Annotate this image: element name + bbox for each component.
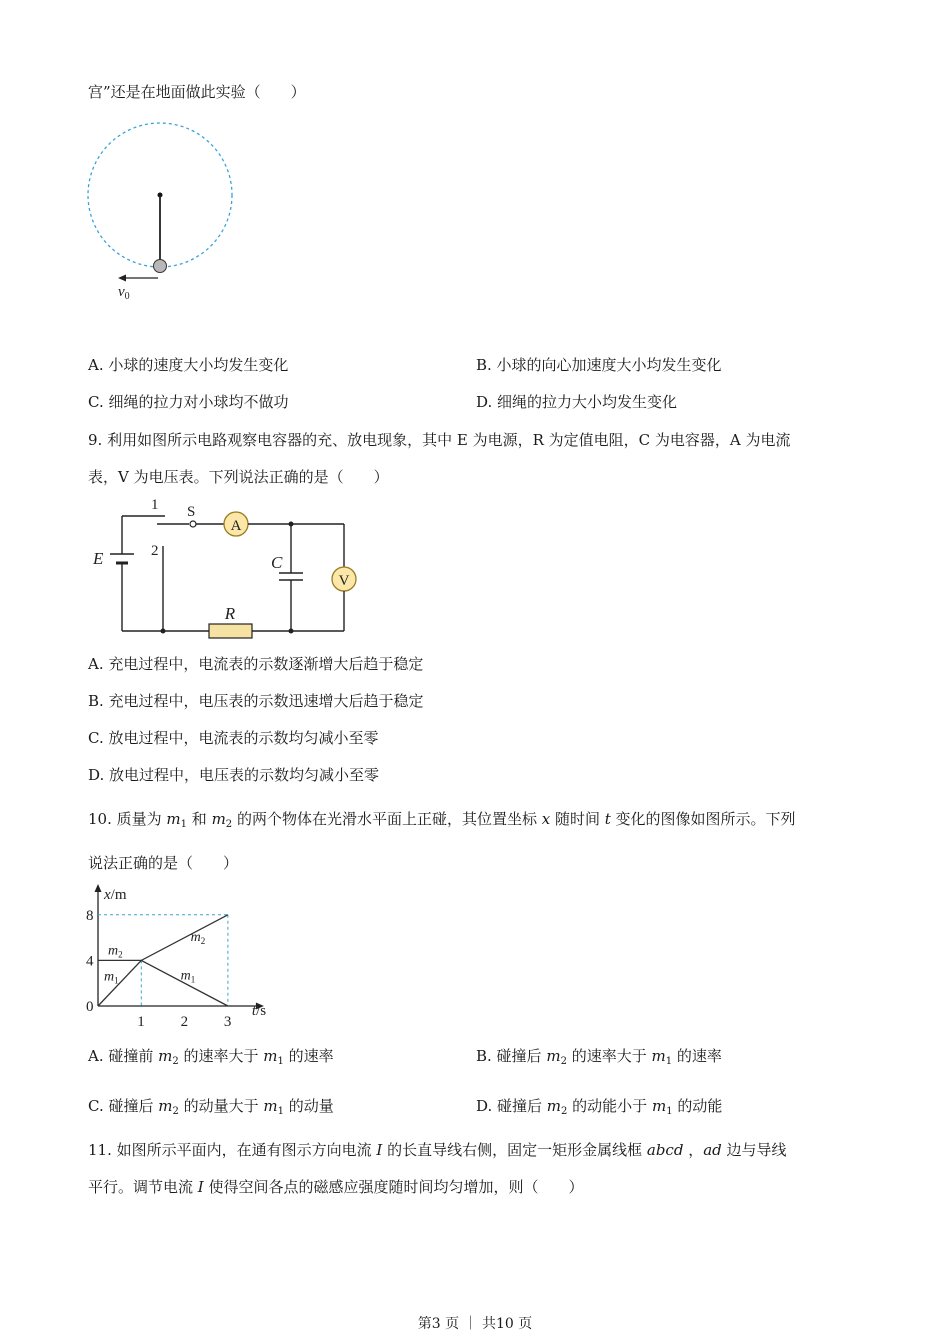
q9-option-a: A. 充电过程中，电流表的示数逐渐增大后趋于稳定 bbox=[88, 655, 424, 673]
q10-stem-line1: 10. 质量为 $m_1$ 和 $m_2$ 的两个物体在光滑水平面上正碰，其位置坐标 x 随时间 t 变化的图像如图所示。下列 bbox=[88, 810, 796, 830]
resistor bbox=[209, 624, 252, 638]
label-E: E bbox=[93, 549, 104, 568]
x-tick-0: 0 bbox=[86, 999, 94, 1015]
series-label-m1-after: $m_1$ bbox=[180, 968, 196, 985]
label-S: S bbox=[187, 504, 196, 520]
label-R: R bbox=[224, 604, 236, 623]
q8-option-b: B. 小球的向心加速度大小均发生变化 bbox=[476, 356, 722, 374]
switch-pivot bbox=[190, 521, 196, 527]
q11-stem-line1: 11. 如图所示平面内，在通有图示方向电流 I 的长直导线右侧，固定一矩形金属线框 abcd ，ad 边与导线 bbox=[88, 1141, 787, 1159]
v0-label: $v_0$ bbox=[118, 284, 130, 302]
q10-option-c: C. 碰撞后 $m_2$ 的动量大于 $m_1$ 的动量 bbox=[88, 1097, 334, 1117]
label-A: A bbox=[230, 518, 242, 534]
y-axis-label: x/m bbox=[104, 887, 127, 903]
label-V: V bbox=[338, 573, 350, 589]
y-axis-arrow bbox=[95, 884, 102, 892]
x-tick-1: 1 bbox=[137, 1014, 145, 1030]
q10-option-d: D. 碰撞后 $m_2$ 的动能小于 $m_1$ 的动能 bbox=[476, 1097, 723, 1117]
q9-circuit-figure bbox=[85, 492, 370, 642]
y-tick-4: 4 bbox=[86, 953, 94, 970]
q9-option-b: B. 充电过程中，电压表的示数迅速增大后趋于稳定 bbox=[88, 692, 424, 710]
q9-stem-line1: 9. 利用如图所示电路观察电容器的充、放电现象，其中 E 为电源，R 为定值电阻，C 为电容器，A 为电流 bbox=[88, 431, 791, 449]
q8-pendulum-figure bbox=[80, 115, 250, 305]
q11-stem-line2: 平行。调节电流 I 使得空间各点的磁感应强度随时间均匀增加，则（ ） bbox=[88, 1178, 584, 1196]
q9-stem-line2: 表，V 为电压表。下列说法正确的是（ ） bbox=[88, 468, 389, 486]
page-footer: 第3 页 ｜ 共10 页 bbox=[417, 1316, 533, 1332]
x-tick-3: 3 bbox=[223, 1014, 232, 1030]
q10-xt-chart bbox=[82, 882, 282, 1032]
series-label-m1-before: $m_1$ bbox=[104, 969, 119, 986]
y-tick-8: 8 bbox=[86, 907, 94, 924]
label-1: 1 bbox=[151, 497, 159, 513]
q10-option-a: A. 碰撞前 $m_2$ 的速率大于 $m_1$ 的速率 bbox=[88, 1047, 334, 1067]
velocity-arrowhead bbox=[118, 275, 126, 282]
x-tick-2: 2 bbox=[180, 1014, 189, 1030]
q8-option-a: A. 小球的速度大小均发生变化 bbox=[88, 356, 289, 374]
q9-option-d: D. 放电过程中，电压表的示数均匀减小至零 bbox=[88, 766, 380, 784]
series-label-m2-after: $m_2$ bbox=[190, 929, 206, 946]
q10-stem-line2: 说法正确的是（ ） bbox=[88, 854, 239, 872]
series-label-m2-before: $m_2$ bbox=[108, 943, 123, 960]
q8-option-c: C. 细绳的拉力对小球均不做功 bbox=[88, 393, 289, 411]
q9-option-c: C. 放电过程中，电流表的示数均匀减小至零 bbox=[88, 729, 379, 747]
ball bbox=[154, 260, 167, 273]
q8-stem-tail: 宫”还是在地面做此实验（ ） bbox=[88, 83, 306, 101]
q10-option-b: B. 碰撞后 $m_2$ 的速率大于 $m_1$ 的速率 bbox=[476, 1047, 722, 1067]
label-C: C bbox=[271, 553, 283, 572]
x-axis-label: t/s bbox=[251, 1003, 267, 1019]
q8-option-d: D. 细绳的拉力大小均发生变化 bbox=[476, 393, 678, 411]
label-2: 2 bbox=[151, 543, 159, 559]
